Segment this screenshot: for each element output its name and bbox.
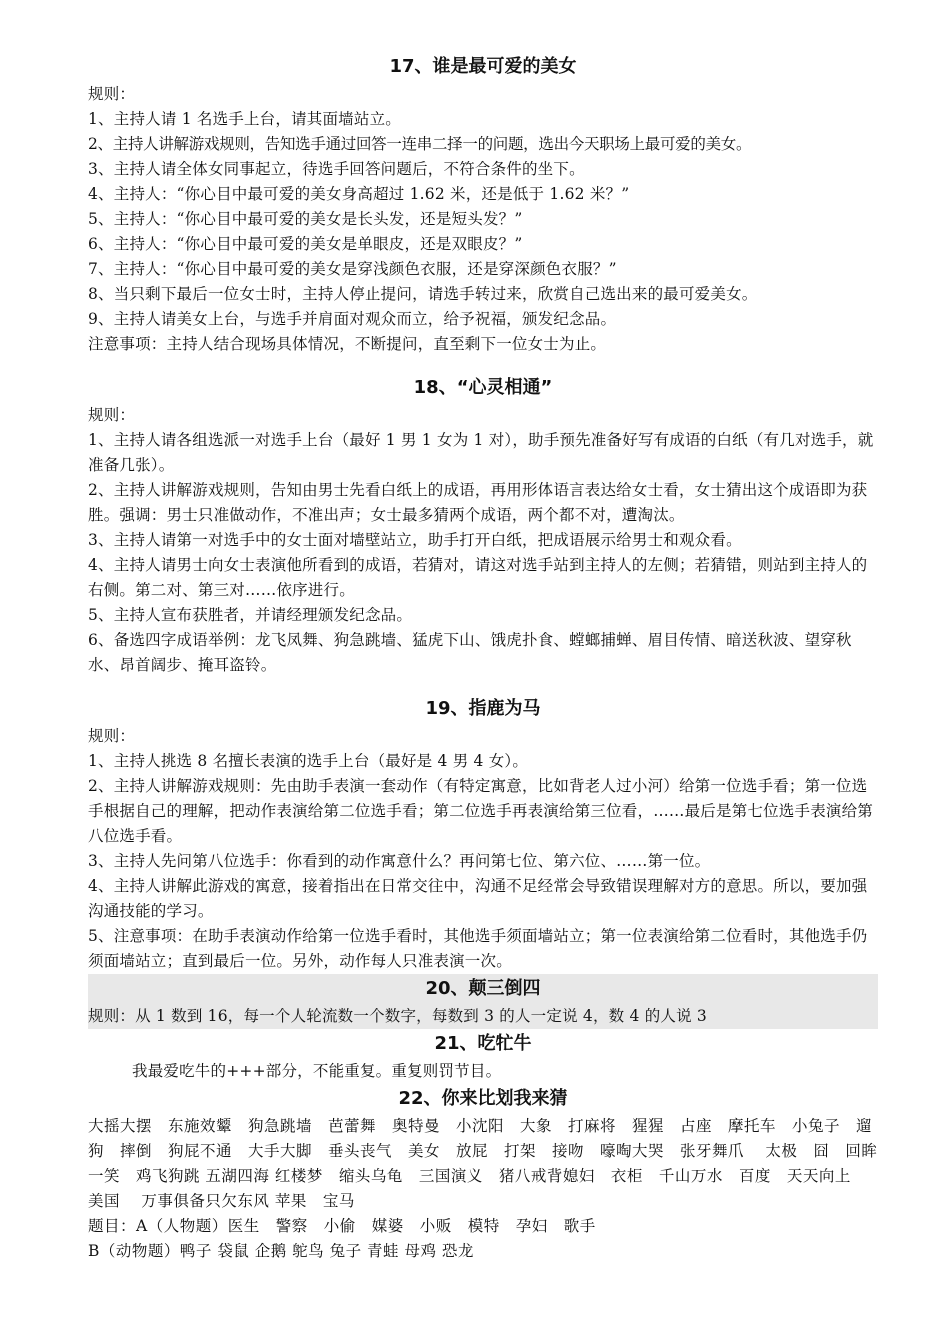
section-title-20: 20、颠三倒四 <box>425 978 541 999</box>
rule-line: 3、主持人请全体女同事起立，待选手回答问题后，不符合条件的坐下。 <box>88 160 585 178</box>
body-line: 我最爱吃牛的+++部分，不能重复。重复则罚节目。 <box>132 1062 502 1080</box>
section-title-18: 18、“心灵相通” <box>413 377 553 398</box>
rules-label: 规则： <box>88 727 136 745</box>
rule-line: 1、主持人请 1 名选手上台，请其面墙站立。 <box>88 110 401 128</box>
rule-line: 6、主持人：“你心目中最可爱的美女是单眼皮，还是双眼皮？” <box>88 235 523 253</box>
topic-line-animals: B（动物题）鸭子 袋鼠 企鹅 鸵鸟 兔子 青蛙 母鸡 恐龙 <box>88 1242 474 1260</box>
section-title-17: 17、谁是最可爱的美女 <box>389 56 577 77</box>
rule-line: 9、主持人请美女上台，与选手并肩面对观众而立，给予祝福，颁发纪念品。 <box>88 310 617 328</box>
rule-line: 2、主持人讲解游戏规则，告知由男士先看白纸上的成语，再用形体语言表达给女士看，女士猜出这个成语即为获胜。强调：男士只准做动作，不准出声；女士最多猜两个成语，两个都不对，遭淘汰。 <box>88 481 868 524</box>
rule-line: 3、主持人先问第八位选手：你看到的动作寓意什么？再问第七位、第六位、……第一位。 <box>88 852 711 870</box>
rule-line: 规则：从 1 数到 16，每一个人轮流数一个数字，每数到 3 的人一定说 4，数 4 的人说 3 <box>88 1007 707 1025</box>
topic-line-people: 题目：A（人物题）医生 警察 小偷 媒婆 小贩 模特 孕妇 歌手 <box>88 1217 596 1235</box>
rule-line: 1、主持人挑选 8 名擅长表演的选手上台（最好是 4 男 4 女）。 <box>88 752 529 770</box>
rule-line: 7、主持人：“你心目中最可爱的美女是穿浅颜色衣服，还是穿深颜色衣服？” <box>88 260 617 278</box>
rules-label: 规则： <box>88 85 136 103</box>
rule-line: 5、主持人宣布获胜者，并请经理颁发纪念品。 <box>88 606 413 624</box>
note-line: 注意事项：主持人结合现场具体情况，不断提问，直至剩下一位女士为止。 <box>88 335 607 353</box>
rule-line: 3、主持人请第一对选手中的女士面对墙壁站立，助手打开白纸，把成语展示给男士和观众看。 <box>88 531 742 549</box>
rule-line: 5、注意事项：在助手表演动作给第一位选手看时，其他选手须面墙站立；第一位表演给第二位看时，其他选手仍须面墙站立；直到最后一位。另外，动作每人只准表演一次。 <box>88 927 868 970</box>
rule-line: 8、当只剩下最后一位女士时，主持人停止提问，请选手转过来，欣赏自己选出来的最可爱美女。 <box>88 285 758 303</box>
rule-line: 6、备选四字成语举例：龙飞凤舞、狗急跳墙、猛虎下山、饿虎扑食、螳螂捕蝉、眉目传情、暗送秋波、望穿秋水、昂首阔步、掩耳盗铃。 <box>88 631 852 674</box>
section-20-block <box>88 974 878 1029</box>
document-page <box>88 52 878 1264</box>
rule-line: 4、主持人讲解此游戏的寓意，接着指出在日常交往中，沟通不足经常会导致错误理解对方的意思。所以，要加强沟通技能的学习。 <box>88 877 868 920</box>
section-title-22: 22、你来比划我来猜 <box>398 1088 568 1109</box>
rule-line: 1、主持人请各组选派一对选手上台（最好 1 男 1 女为 1 对），助手预先准备好写有成语的白纸（有几对选手，就准备几张）。 <box>88 431 874 474</box>
rule-line: 2、主持人讲解游戏规则：先由助手表演一套动作（有特定寓意，比如背老人过小河）给第一位选手看；第一位选手根据自己的理解，把动作表演给第二位选手看；第二位选手再表演给第三位看，……最后是第七位选手表演给第八位选手看。 <box>88 777 874 845</box>
word-list-text: 大摇大摆 东施效颦 狗急跳墙 芭蕾舞 奥特曼 小沈阳 大象 打麻将 猩猩 占座 摩托车 小兔子 遛狗 摔倒 狗屁不通 大手大脚 垂头丧气 美女 放屁 打架 接吻 嚎啕大哭 张牙舞爪 太极 囧 回眸一笑 鸡飞狗跳 五湖四海 红楼梦 缩头乌龟 三国演义 猪八戒背媳妇 衣柜 千山万水 百度 天天向上 美国 万事俱备只欠东风 苹果 宝马 <box>88 1117 878 1210</box>
rule-line: 2、主持人讲解游戏规则，告知选手通过回答一连串二择一的问题，选出今天职场上最可爱的美女。 <box>88 135 752 153</box>
rule-line: 4、主持人请男士向女士表演他所看到的成语，若猜对，请这对选手站到主持人的左侧；若猜错，则站到主持人的右侧。第二对、第三对……依序进行。 <box>88 556 868 599</box>
rule-line: 5、主持人：“你心目中最可爱的美女是长头发，还是短头发？” <box>88 210 523 228</box>
section-title-19: 19、指鹿为马 <box>425 698 541 719</box>
word-list <box>88 1114 878 1264</box>
section-title-21: 21、吃牤牛 <box>434 1033 532 1054</box>
rules-label: 规则： <box>88 406 136 424</box>
rule-line: 4、主持人：“你心目中最可爱的美女身高超过 1.62 米，还是低于 1.62 米？” <box>88 185 630 203</box>
